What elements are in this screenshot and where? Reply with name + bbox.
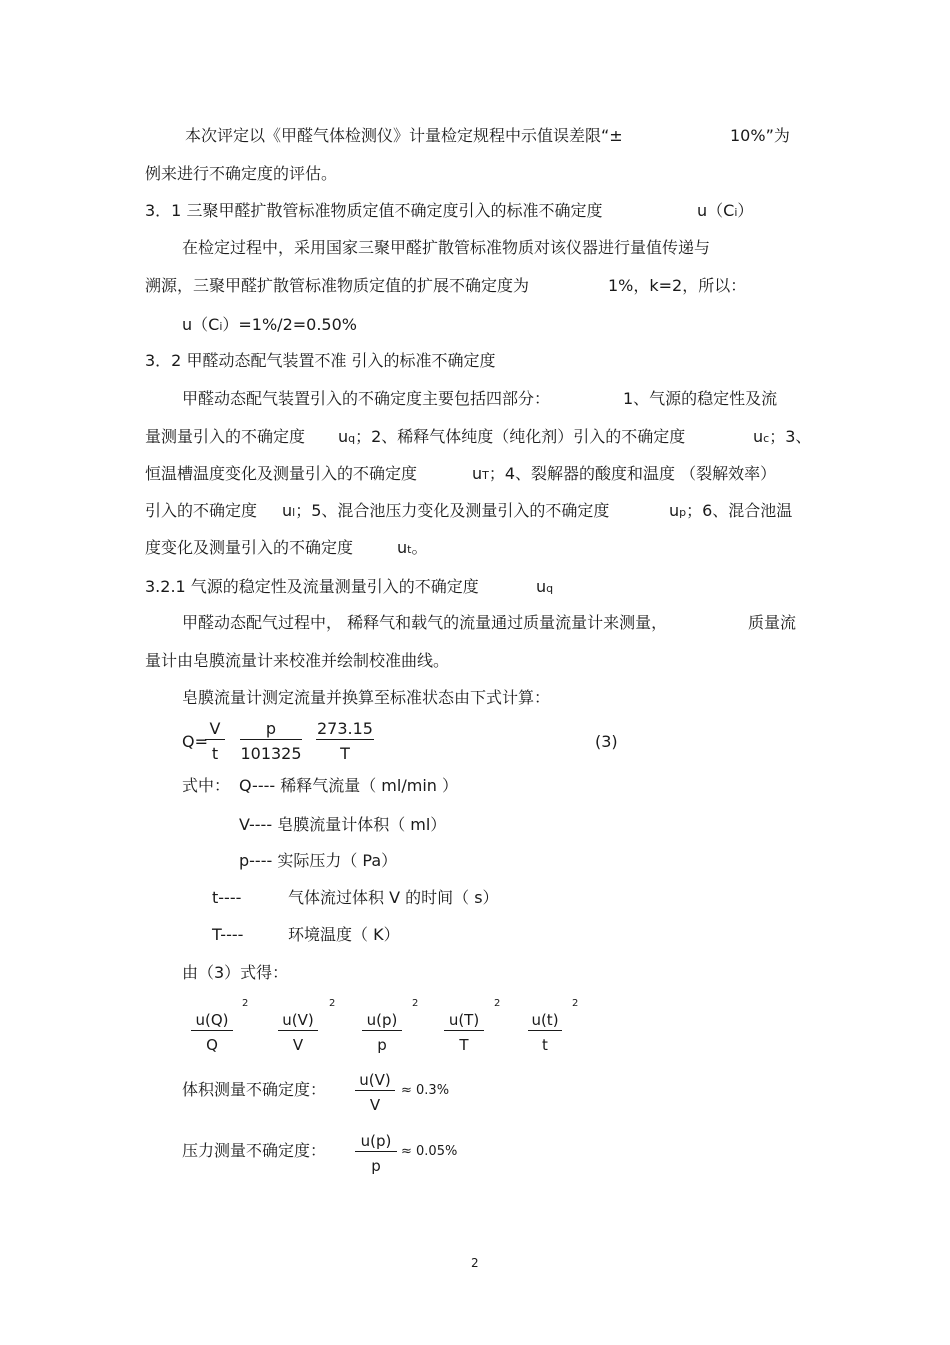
text-line: 1、气源的稳定性及流 <box>623 389 778 408</box>
fraction-up-over-p: $\frac{u(p)}{p}$ <box>362 1010 402 1055</box>
definition-t-symbol: t---- <box>212 888 242 907</box>
fraction-v-over-t: $\frac{V}{t}$ <box>205 719 225 764</box>
symbol-uc: uc；3、 <box>753 427 812 446</box>
exponent: 2 <box>494 998 501 1009</box>
pressure-uncertainty-label: 压力测量不确定度： <box>182 1141 327 1160</box>
symbol-ul: ul；5、混合池压力变化及测量引入的不确定度 <box>282 501 610 520</box>
exponent: 2 <box>329 998 336 1009</box>
text-line: 量计由皂膜流量计来校准并绘制校准曲线。 <box>145 651 450 670</box>
symbol-uq: uq <box>536 577 554 596</box>
text-line: 皂膜流量计测定流量并换算至标准状态由下式计算： <box>182 688 551 707</box>
text-line: 质量流 <box>748 613 797 632</box>
fraction-uv-over-v: $\frac{u(V)}{V}$ <box>278 1010 318 1055</box>
symbol-ut: uT；4、裂解器的酸度和温度 （裂解效率） <box>472 464 777 483</box>
text-line: 引入的不确定度 <box>145 501 258 520</box>
text-line: 度变化及测量引入的不确定度 <box>145 538 354 557</box>
text-line: 在检定过程中，采用国家三聚甲醛扩散管标准物质对该仪器进行量值传递与 <box>182 238 711 257</box>
definition-temp-symbol: T---- <box>212 925 244 944</box>
text-line: 溯源，三聚甲醛扩散管标准物质定值的扩展不确定度为 <box>145 276 530 295</box>
text-line: 本次评定以《甲醛气体检测仪》计量检定规程中示值误差限“± <box>185 126 623 145</box>
fraction-uq-over-q: $\frac{u(Q)}{Q}$ <box>191 1010 233 1055</box>
equation-line: u（Ci）=1%/2=0.50% <box>182 315 357 334</box>
fraction-uv-over-v: $\frac{u(V)}{V}$ <box>355 1070 395 1115</box>
formula-lhs: Q= <box>182 732 208 751</box>
text-line: 量测量引入的不确定度 <box>145 427 306 446</box>
text-line: 由（3）式得： <box>182 963 289 982</box>
volume-uncertainty-label: 体积测量不确定度： <box>182 1080 327 1099</box>
definition-t: 气体流过体积 V 的时间（ s） <box>288 888 499 907</box>
where-label: 式中： <box>182 776 231 795</box>
definition-temp: 环境温度（ K） <box>288 925 400 944</box>
section-heading: 3．2 甲醛动态配气装置不准 引入的标准不确定度 <box>145 351 496 370</box>
subsection-heading: 3.2.1 气源的稳定性及流量测量引入的不确定度 <box>145 577 479 596</box>
definition-v: V---- 皂膜流量计体积（ ml） <box>239 815 447 834</box>
text-line: 甲醛动态配气装置引入的不确定度主要包括四部分： <box>182 389 551 408</box>
symbol-up: up；6、混合池温 <box>669 501 793 520</box>
symbol-u-ci: u（Ci） <box>697 201 754 220</box>
pressure-uncertainty-value: ≈ 0.05% <box>401 1144 458 1159</box>
text-line: 恒温槽温度变化及测量引入的不确定度 <box>145 464 418 483</box>
text-line: 10%”为 <box>730 126 790 145</box>
exponent: 2 <box>412 998 419 1009</box>
fraction-p-over-p0: $\frac{p}{101325}$ <box>240 719 302 763</box>
volume-uncertainty-value: ≈ 0.3% <box>401 1083 450 1098</box>
text-line: 例来进行不确定度的评估。 <box>145 164 338 183</box>
text-line: 甲醛动态配气过程中， 稀释气和载气的流量通过质量流量计来测量， <box>182 613 668 632</box>
equation-number: (3) <box>595 732 618 751</box>
definition-q: Q---- 稀释气流量（ ml/min ） <box>239 776 458 795</box>
symbol-ut-small: ut。 <box>397 538 428 557</box>
symbol-uq: uq；2、稀释气体纯度（纯化剂）引入的不确定度 <box>338 427 686 446</box>
page-number: 2 <box>471 1256 479 1270</box>
text-line: 1%，k=2，所以： <box>608 276 747 295</box>
fraction-up-over-p: $\frac{u(p)}{p}$ <box>355 1131 397 1176</box>
section-heading: 3．1 三聚甲醛扩散管标准物质定值不确定度引入的标准不确定度 <box>145 201 603 220</box>
definition-p: p---- 实际压力（ Pa） <box>239 851 398 870</box>
exponent: 2 <box>572 998 579 1009</box>
fraction-utime-over-time: $\frac{u(t)}{t}$ <box>528 1010 562 1055</box>
fraction-t0-over-t: $\frac{273.15}{T}$ <box>317 719 373 763</box>
exponent: 2 <box>242 998 249 1009</box>
fraction-ut-over-t: $\frac{u(T)}{T}$ <box>444 1010 484 1055</box>
